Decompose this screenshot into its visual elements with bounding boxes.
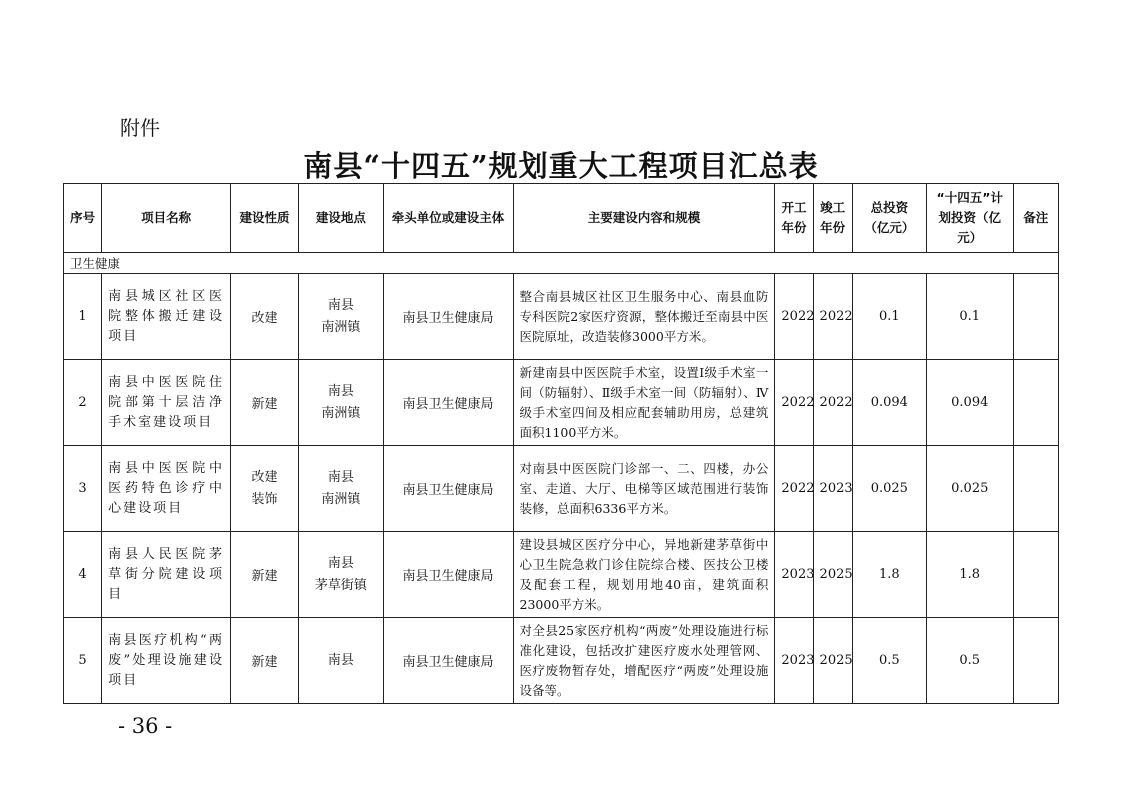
table-row [64,274,1059,360]
cell-location [299,274,384,360]
cell-nature: 新建 [231,360,299,446]
header-name: 项目名称 [102,184,231,253]
cell-end: 2022 [813,360,852,446]
location-county: 南县 [327,383,354,399]
cell-name: 南县中医医院中医药特色诊疗中心建设项目 [102,446,231,532]
cell-location [299,618,384,704]
page-title: 南县“十四五”规划重大工程项目汇总表 [303,149,819,183]
cell-end: 2025 [813,532,852,618]
header-start: 开工年份 [775,184,813,253]
cell-name: 南县城区社区医院整体搬迁建设项目 [102,274,231,360]
cell-name: 南县中医医院住院部第十层洁净手术室建设项目 [102,360,231,446]
cell-content: 新建南县中医医院手术室，设置Ⅰ级手术室一间（防辐射）、Ⅱ级手术室一间（防辐射）、Ⅳ级手术室四间及相应配套辅助用房，总建筑面积1100平方米。 [513,360,775,446]
location-county: 南县 [327,555,354,571]
cell-start: 2022 [775,360,813,446]
cell-plan: 0.5 [926,618,1013,704]
cell-seq: 2 [64,360,102,446]
cell-total: 0.025 [852,446,926,532]
cell-start: 2022 [775,274,813,360]
header-nature: 建设性质 [231,184,299,253]
cell-content: 整合南县城区社区卫生服务中心、南县血防专科医院2家医疗资源，整体搬迁至南县中医医院原址，改造装修3000平方米。 [513,274,775,360]
cell-seq: 4 [64,532,102,618]
category-label: 卫生健康 [64,253,1059,274]
header-location: 建设地点 [299,184,384,253]
table-row [64,532,1059,618]
cell-nature: 新建 [231,618,299,704]
cell-remark [1013,532,1058,618]
cell-plan: 0.1 [926,274,1013,360]
location-county: 南县 [327,469,354,485]
page-number: - 36 - [118,714,173,738]
location-county: 南县 [327,297,354,313]
cell-start: 2023 [775,618,813,704]
cell-end: 2022 [813,274,852,360]
cell-lead: 南县卫生健康局 [383,274,513,360]
header-lead: 牵头单位或建设主体 [383,184,513,253]
cell-remark [1013,446,1058,532]
cell-name: 南县医疗机构“两废”处理设施建设项目 [102,618,231,704]
cell-content: 建设县城区医疗分中心，异地新建茅草街中心卫生院急救门诊住院综合楼、医技公卫楼及配套工程，规划用地40亩，建筑面积23000平方米。 [513,532,775,618]
table-row [64,360,1059,446]
cell-plan: 1.8 [926,532,1013,618]
header-remark: 备注 [1013,184,1058,253]
cell-location [299,446,384,532]
cell-lead: 南县卫生健康局 [383,618,513,704]
cell-nature: 改建 [231,274,299,360]
cell-remark [1013,360,1058,446]
cell-start: 2022 [775,446,813,532]
location-county: 南县 [327,652,354,668]
cell-content: 对全县25家医疗机构“两废”处理设施进行标准化建设，包括改扩建医疗废水处理管网、医疗废物暂存处，增配医疗“两废”处理设施设备等。 [513,618,775,704]
cell-location [299,532,384,618]
header-seq: 序号 [64,184,102,253]
cell-total: 0.1 [852,274,926,360]
header-total: 总投资（亿元） [852,184,926,253]
location-town: 茅草街镇 [314,577,367,593]
cell-total: 0.5 [852,618,926,704]
cell-total: 1.8 [852,532,926,618]
header-content: 主要建设内容和规模 [513,184,775,253]
location-town: 南洲镇 [321,491,361,507]
cell-nature: 改建装饰 [231,446,299,532]
cell-end: 2025 [813,618,852,704]
cell-remark [1013,274,1058,360]
category-row [64,253,1059,274]
cell-plan: 0.025 [926,446,1013,532]
location-town: 南洲镇 [321,319,361,335]
cell-plan: 0.094 [926,360,1013,446]
cell-lead: 南县卫生健康局 [383,446,513,532]
header-plan: “十四五”计划投资（亿元） [926,184,1013,253]
cell-seq: 3 [64,446,102,532]
cell-lead: 南县卫生健康局 [383,532,513,618]
cell-total: 0.094 [852,360,926,446]
cell-seq: 5 [64,618,102,704]
cell-start: 2023 [775,532,813,618]
cell-lead: 南县卫生健康局 [383,360,513,446]
attachment-label: 附件 [120,116,160,140]
header-end: 竣工年份 [813,184,852,253]
table-row [64,446,1059,532]
cell-content: 对南县中医医院门诊部一、二、四楼，办公室、走道、大厅、电梯等区域范围进行装饰装修，总面积6336平方米。 [513,446,775,532]
cell-end: 2023 [813,446,852,532]
projects-table [63,183,1059,704]
cell-nature: 新建 [231,532,299,618]
header-row [64,184,1059,253]
cell-name: 南县人民医院茅草街分院建设项目 [102,532,231,618]
cell-seq: 1 [64,274,102,360]
location-town: 南洲镇 [321,405,361,421]
cell-remark [1013,618,1058,704]
table-row [64,618,1059,704]
cell-location [299,360,384,446]
